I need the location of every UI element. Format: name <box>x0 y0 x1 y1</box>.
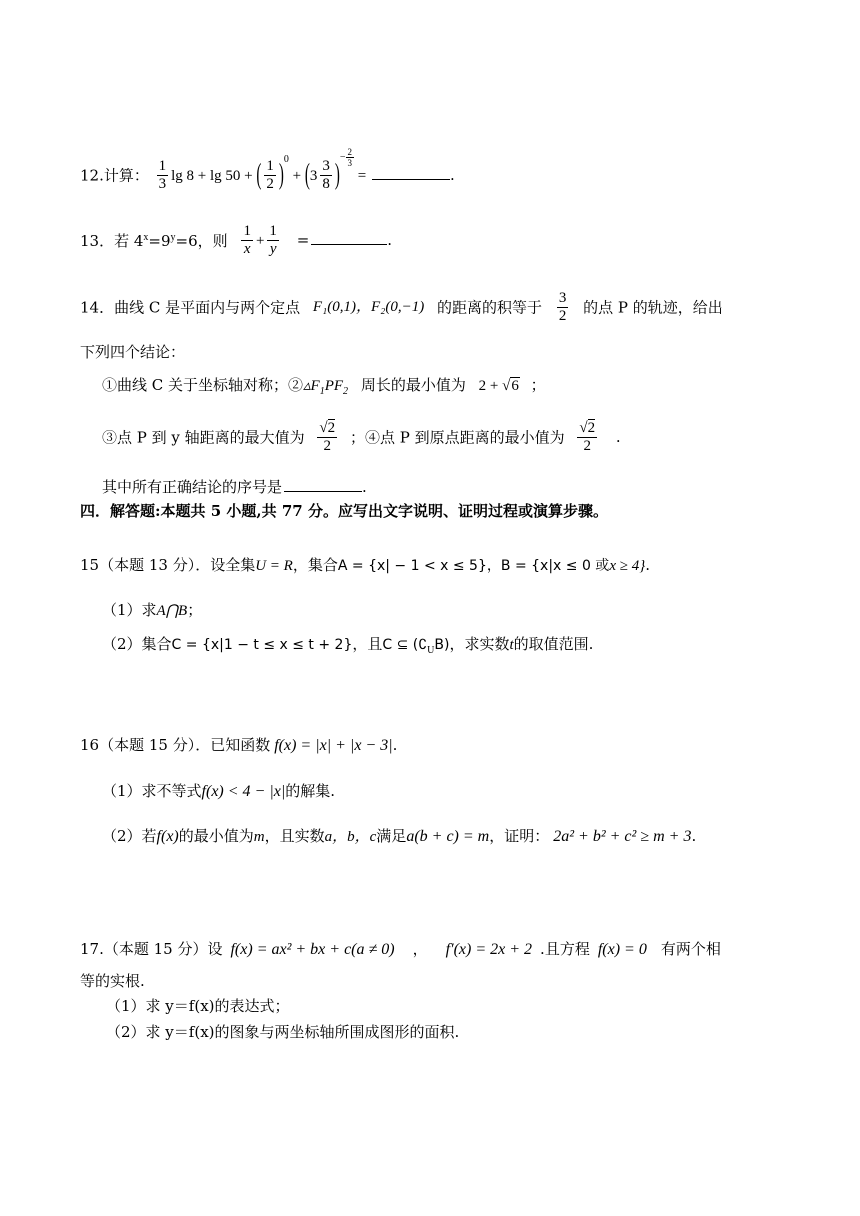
q13-prefix: 13．若 $4^x=9^y=6$，则 <box>80 231 228 250</box>
a-intersect-b: A⋂B <box>156 603 188 619</box>
q14-ask: 其中所有正确结论的序号是 . <box>102 478 367 496</box>
q14-answer-blank[interactable] <box>284 491 362 492</box>
triangle-f1pf2: $▵F_1PF_2$ <box>303 378 349 397</box>
q14-sqrt6: 2 + √6 <box>478 378 519 394</box>
q14-conclusion-1-2: ①曲线 C 关于坐标轴对称；$②▵F_1PF_2$ 周长的最小值为 2 + √6 ； <box>102 376 546 397</box>
question-12: 12.计算： $\frac{1}{3}$ lg 8 + lg 50 + ( $\frac{1}{2}$ )$^0$ + (3 $\frac{3}{8}$ )$^{- \frac{2}{3}}$ = . <box>80 146 455 193</box>
q15-part1: （1）求A⋂B； <box>102 601 203 619</box>
question-14: 14．曲线 C 是平面内与两个定点 F₁(0,1)，F₂(0,−1) 的距离的积等于 $\frac{3}{2}$ 的点 P 的轨迹，给出 <box>80 290 723 325</box>
question-15: 15（本题 13 分）．设全集U = R，集合A = {x| − 1 < x ≤ 5}，B = {x|x ≤ 0 或x ≥ 4}. <box>80 556 650 574</box>
question-16: 16（本题 15 分）．已知函数 f(x) = |x| + |x − 3|. <box>80 736 398 754</box>
question-17: 17.（本题 15 分）设 f(x) = ax² + bx + c(a ≠ 0) ， f′(x) = 2x + 2 .且方程 f(x) = 0 有两个相 <box>80 940 721 958</box>
section-4-heading: 四．解答题:本题共 5 小题,共 77 分。应写出文字说明、证明过程或演算步骤。 <box>80 502 608 520</box>
q17-part1: （1）求 y＝f(x)的表达式； <box>106 997 290 1015</box>
q14-line2: 下列四个结论： <box>80 343 186 361</box>
q14-fraction: $\frac{3}{2}$ <box>558 290 567 325</box>
q16-part2: （2）若f(x)的最小值为m，且实数a，b，c满足a(b + c) = m，证明： 2a² + b² + c² ≥ m + 3. <box>102 827 697 845</box>
q15-part2: （2）集合C = {x|1 − t ≤ x ≤ t + 2}，且C ⊆ $(∁_UB)$，求实数t的取值范围. <box>102 635 594 656</box>
q14-points: F₁(0,1)，F₂(0,−1) <box>312 299 425 316</box>
q17-line2: 等的实根. <box>80 972 145 990</box>
q12-label: 12.计算： <box>80 166 149 185</box>
q13-answer-blank[interactable] <box>311 244 387 245</box>
question-13: 13．若 $4^x=9^y=6$，则 $\frac{1}{x}$ + $\frac{1}{y}$ = . <box>80 223 393 258</box>
q17-part2: （2）求 y＝f(x)的图象与两坐标轴所围成图形的面积. <box>106 1023 460 1041</box>
q16-part1: （1）求不等式f(x) < 4 − |x|的解集. <box>102 782 336 800</box>
q12-answer-blank[interactable] <box>372 179 450 180</box>
q12-expression: $\frac{1}{3}$ lg 8 + lg 50 + ( $\frac{1}{2}$ )$^0$ + (3 $\frac{3}{8}$ )$^{- \frac{2}{3}}$ = <box>158 146 370 193</box>
q13-expression: $\frac{1}{x}$ + $\frac{1}{y}$ <box>243 223 277 258</box>
q14-conclusion-3-4: ③点 P 到 y 轴距离的最大值为 $\frac{√2}{2}$ ；④点 P 到原点距离的最小值为 $\frac{√2}{2}$ . <box>102 420 621 455</box>
